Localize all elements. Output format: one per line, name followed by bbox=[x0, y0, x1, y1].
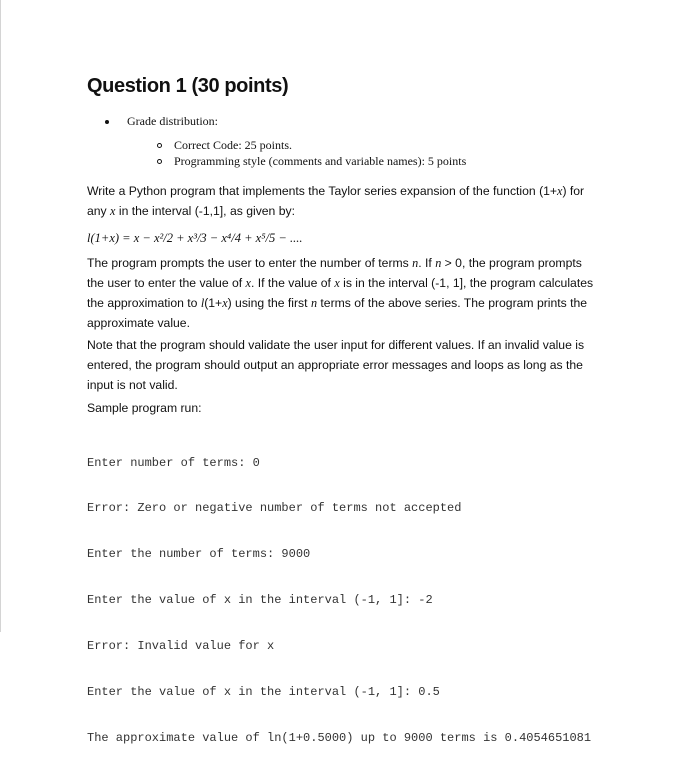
grade-subitem bbox=[157, 138, 292, 153]
math-var: n bbox=[435, 256, 442, 270]
text-span: The program prompts the user to enter the number of terms bbox=[87, 256, 413, 270]
math-var: x bbox=[245, 276, 251, 290]
text-span: . If the value of bbox=[250, 276, 335, 290]
sample-output-block bbox=[87, 425, 591, 777]
circle-bullet-icon bbox=[157, 159, 162, 164]
text-span: Note that the program should validate the user input for different values. If an invalid value is bbox=[87, 338, 585, 352]
intro-paragraph bbox=[87, 181, 615, 221]
program-description bbox=[87, 253, 615, 333]
code-line: Enter number of terms: 0 bbox=[87, 455, 260, 470]
math-var: x bbox=[557, 184, 563, 198]
text-span: any bbox=[87, 204, 111, 218]
text-span: . If bbox=[418, 256, 436, 270]
text-span: in the interval (-1,1], as given by: bbox=[115, 204, 295, 218]
code-line: Enter the value of x in the interval (-1, 1]: -2 bbox=[87, 593, 433, 608]
grade-distribution-label: Grade distribution: bbox=[127, 114, 218, 128]
text-span: ) for bbox=[562, 184, 585, 198]
grade-subitem-text: Correct Code: 25 points. bbox=[174, 138, 292, 152]
text-span: the approximation to bbox=[87, 296, 201, 310]
circle-bullet-icon bbox=[157, 143, 162, 148]
question-title: Question 1 (30 points) bbox=[87, 75, 289, 97]
text-span: Write a Python program that implements the Taylor series expansion of the function (1+ bbox=[87, 184, 558, 198]
grade-subitem bbox=[157, 154, 466, 169]
code-line: Enter the number of terms: 9000 bbox=[87, 547, 311, 562]
text-span: input is not valid. bbox=[87, 378, 178, 392]
math-var: l bbox=[200, 296, 205, 310]
math-var: n bbox=[310, 296, 318, 310]
text-span: the user to enter the value of bbox=[87, 276, 246, 290]
code-line: Enter the value of x in the interval (-1, 1]: 0.5 bbox=[87, 685, 440, 700]
bullet-icon bbox=[105, 120, 109, 124]
text-span: is in the interval (-1, 1], the program calculates bbox=[339, 276, 594, 290]
code-line: The approximate value of ln(1+0.5000) up to 9000 terms is 0.4054651081 bbox=[87, 730, 592, 745]
grade-distribution-item bbox=[105, 114, 218, 129]
text-span: > 0, the program prompts bbox=[441, 256, 582, 270]
code-line: Error: Invalid value for x bbox=[87, 639, 275, 654]
text-span: entered, the program should output an appropriate error messages and loops as long as the bbox=[87, 358, 583, 372]
grade-subitem-text: Programming style (comments and variable names): 5 points bbox=[174, 154, 467, 168]
math-var: x bbox=[222, 296, 228, 310]
math-var: n bbox=[412, 256, 419, 270]
text-span: approximate value. bbox=[87, 316, 190, 330]
code-line: Error: Zero or negative number of terms not accepted bbox=[87, 501, 462, 516]
validation-note bbox=[87, 335, 615, 395]
sample-run-label: Sample program run: bbox=[87, 401, 202, 415]
text-span: (1+ bbox=[204, 296, 223, 310]
text-span: terms of the above series. The program prints the bbox=[317, 296, 588, 310]
text-span: ) using the first bbox=[227, 296, 311, 310]
math-var: x bbox=[334, 276, 340, 290]
taylor-formula: l(1+x) = x − x²/2 + x³/3 − x⁴/4 + x⁵/5 − .... bbox=[87, 231, 303, 245]
math-var: x bbox=[110, 204, 116, 218]
